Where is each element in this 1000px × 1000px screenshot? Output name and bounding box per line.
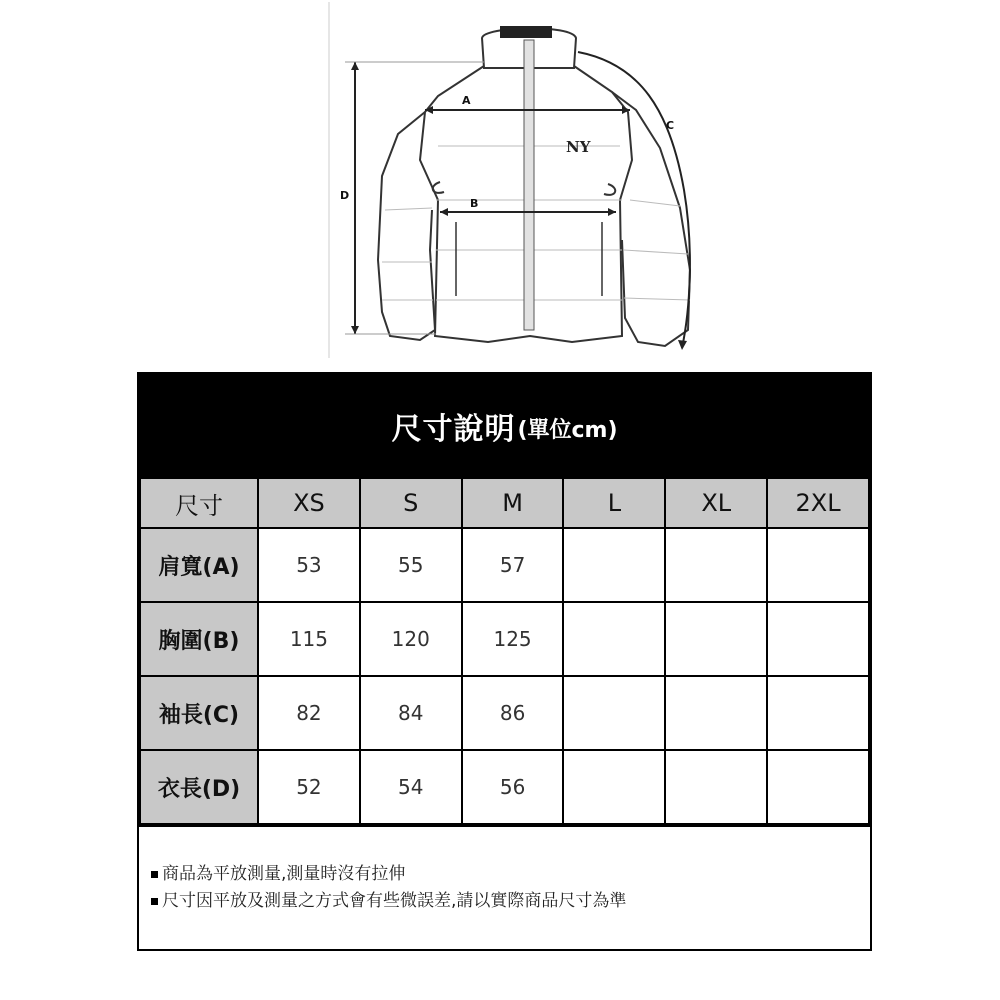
- notes-section: [139, 825, 870, 949]
- note-text: 尺寸因平放及測量之方式會有些微誤差,請以實際商品尺寸為準: [162, 891, 627, 911]
- table-cell: [767, 528, 869, 602]
- table-cell: 57: [462, 528, 564, 602]
- size-chart: [137, 372, 872, 951]
- dimension-label-d: D: [340, 189, 350, 202]
- size-header-l: L: [563, 478, 665, 528]
- table-cell: 52: [258, 750, 360, 824]
- row-label-shoulder: 肩寬(A): [140, 528, 258, 602]
- size-chart-unit: (單位cm): [517, 418, 618, 443]
- table-cell: 84: [360, 676, 462, 750]
- size-chart-title-bar: [139, 374, 870, 477]
- table-row: [140, 750, 869, 824]
- dimension-label-a: A: [462, 94, 471, 107]
- size-header-m: M: [462, 478, 564, 528]
- note-item: [151, 888, 870, 915]
- size-header-2xl: 2XL: [767, 478, 869, 528]
- size-header-xl: XL: [665, 478, 767, 528]
- jacket-measurement-diagram: [0, 0, 1000, 370]
- table-cell: [665, 750, 767, 824]
- table-cell: [665, 602, 767, 676]
- table-cell: 86: [462, 676, 564, 750]
- table-cell: [665, 676, 767, 750]
- table-cell: [563, 602, 665, 676]
- header-row: [140, 478, 869, 528]
- table-row: [140, 676, 869, 750]
- row-label-sleeve: 袖長(C): [140, 676, 258, 750]
- table-cell: 125: [462, 602, 564, 676]
- table-cell: [563, 750, 665, 824]
- table-cell: [767, 750, 869, 824]
- table-cell: 54: [360, 750, 462, 824]
- table-cell: [665, 528, 767, 602]
- zipper: [524, 40, 534, 330]
- table-cell: 120: [360, 602, 462, 676]
- table-row: [140, 602, 869, 676]
- table-cell: [767, 602, 869, 676]
- table-cell: 53: [258, 528, 360, 602]
- note-text: 商品為平放測量,測量時沒有拉伸: [162, 864, 406, 884]
- table-cell: 82: [258, 676, 360, 750]
- team-logo: NY: [566, 138, 591, 156]
- table-cell: [563, 528, 665, 602]
- size-chart-title: 尺寸說明: [391, 411, 516, 447]
- table-cell: 56: [462, 750, 564, 824]
- table-row: [140, 528, 869, 602]
- table-cell: 115: [258, 602, 360, 676]
- dimension-label-c: C: [666, 119, 675, 132]
- bullet-icon: [151, 898, 158, 905]
- row-label-length: 衣長(D): [140, 750, 258, 824]
- row-label-chest: 胸圍(B): [140, 602, 258, 676]
- size-header-s: S: [360, 478, 462, 528]
- size-table: [139, 477, 870, 825]
- table-cell: 55: [360, 528, 462, 602]
- dimension-label-b: B: [470, 197, 479, 210]
- note-item: [151, 861, 870, 888]
- table-cell: [767, 676, 869, 750]
- bullet-icon: [151, 871, 158, 878]
- header-corner: 尺寸: [140, 478, 258, 528]
- size-header-xs: XS: [258, 478, 360, 528]
- table-cell: [563, 676, 665, 750]
